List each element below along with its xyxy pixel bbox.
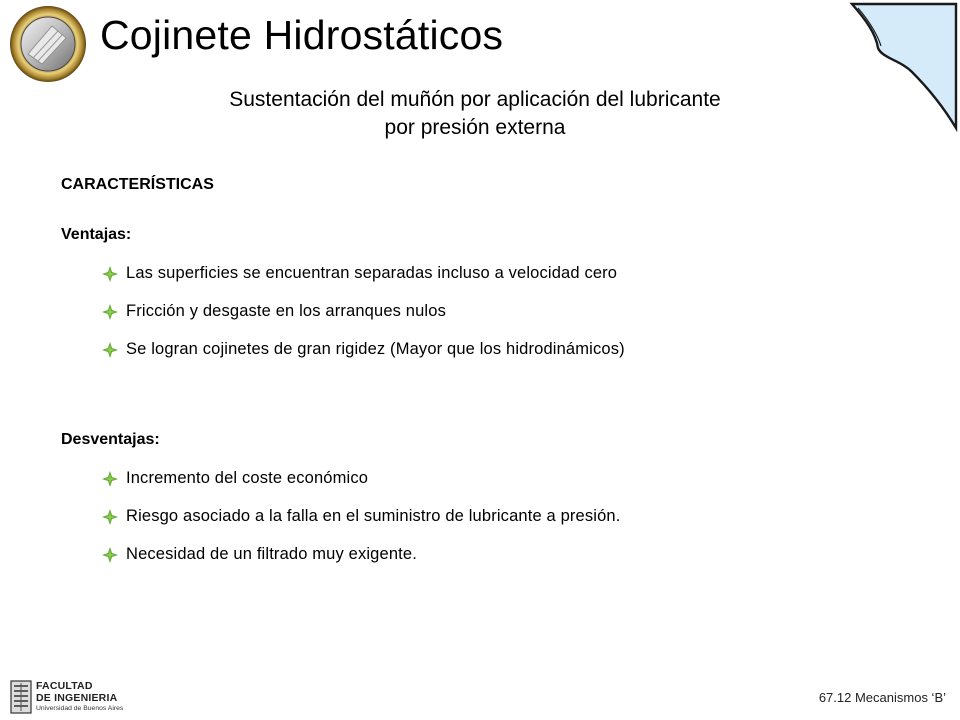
list-item-text: Necesidad de un filtrado muy exigente. xyxy=(126,545,417,563)
faculty-emblem-icon xyxy=(10,680,32,714)
subtitle-line-1: Sustentación del muñón por aplicación del lubricante xyxy=(229,88,721,111)
list-item-text: Se logran cojinetes de gran rigidez (Mayor que los hidrodinámicos) xyxy=(126,340,625,358)
course-footer: 67.12 Mecanismos ‘B’ xyxy=(818,690,946,705)
list-item xyxy=(102,262,625,300)
advantages-heading: Ventajas: xyxy=(61,226,132,243)
bearing-logo-icon xyxy=(8,4,88,84)
bullet-icon xyxy=(102,266,118,282)
section-heading: CARACTERÍSTICAS xyxy=(61,176,214,193)
bullet-icon xyxy=(102,547,118,563)
faculty-name-line-1: FACULTAD xyxy=(36,680,93,692)
list-item xyxy=(102,338,625,376)
subtitle-line-2: por presión externa xyxy=(384,116,566,139)
list-item xyxy=(102,467,620,505)
faculty-logo xyxy=(10,678,130,716)
bullet-icon xyxy=(102,304,118,320)
bullet-icon xyxy=(102,471,118,487)
slide-subtitle xyxy=(190,86,760,142)
slide-title: Cojinete Hidrostáticos xyxy=(100,12,504,58)
disadvantages-list xyxy=(102,467,620,581)
list-item xyxy=(102,543,620,581)
university-name: Universidad de Buenos Aires xyxy=(36,705,124,712)
list-item-text: Las superficies se encuentran separadas incluso a velocidad cero xyxy=(126,264,618,282)
page-curl-icon xyxy=(848,0,960,132)
bullet-icon xyxy=(102,342,118,358)
list-item-text: Riesgo asociado a la falla en el suministro de lubricante a presión. xyxy=(126,507,621,525)
list-item xyxy=(102,300,625,338)
bullet-icon xyxy=(102,509,118,525)
list-item-text: Fricción y desgaste en los arranques nulos xyxy=(126,302,446,320)
faculty-name-line-2: DE INGENIERIA xyxy=(36,692,118,704)
disadvantages-heading: Desventajas: xyxy=(61,431,160,448)
list-item xyxy=(102,505,620,543)
advantages-list xyxy=(102,262,625,376)
list-item-text: Incremento del coste económico xyxy=(126,469,369,487)
